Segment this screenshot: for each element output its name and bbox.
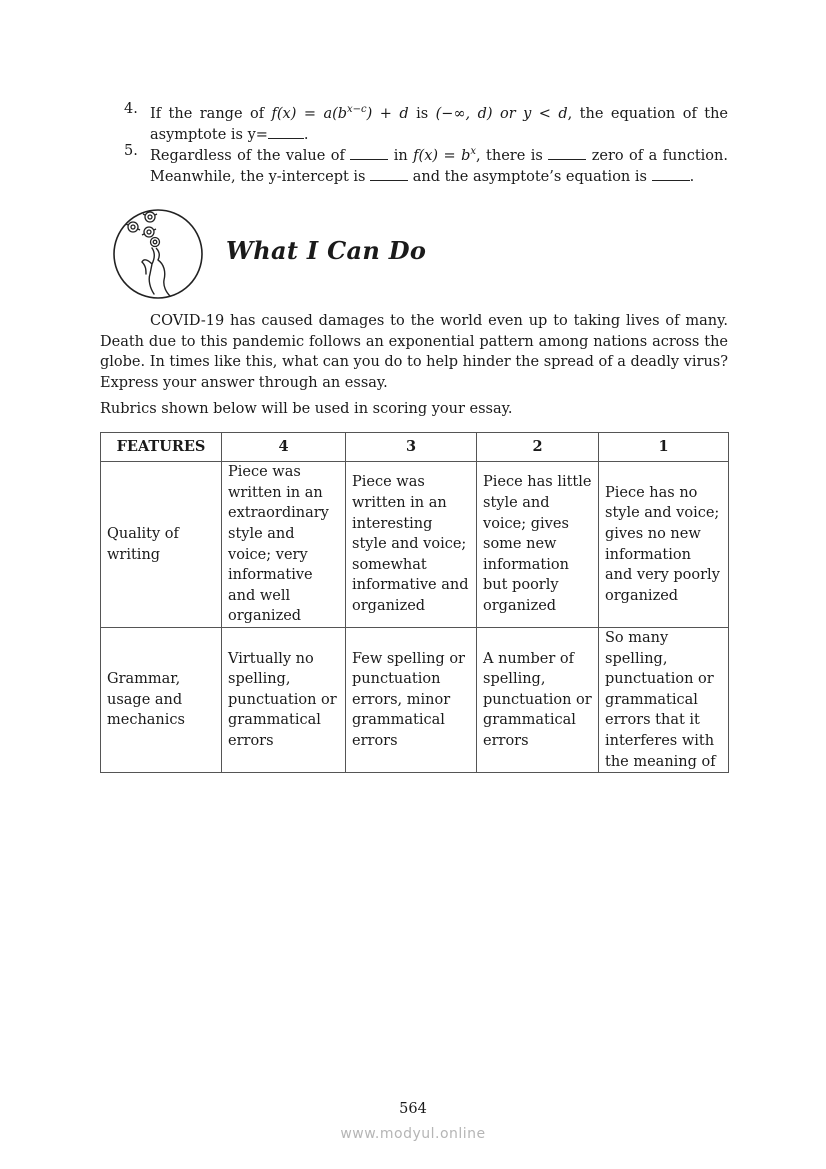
table-cell: Piece was written in an extraordinary style and voice; very informative and well organized [222, 462, 346, 628]
question-number: 5. [124, 143, 138, 159]
section-title: What I Can Do [226, 236, 427, 265]
answer-blank [652, 168, 690, 181]
essay-prompt: COVID-19 has caused damages to the world even up to taking lives of many. Death due to this pandemic follows an exponential pattern among nations across the globe. In times like this, what can you do to help hinder the spread of a deadly virus? Express your answer through an essay. [100, 313, 728, 391]
column-header: 1 [599, 433, 729, 462]
feature-cell: Grammar, usage and mechanics [101, 628, 222, 773]
table-row [101, 628, 729, 773]
table-row [101, 462, 729, 628]
watermark: www.modyul.online [340, 1126, 486, 1142]
table-cell: Virtually no spelling, punctuation or grammatical errors [222, 628, 346, 773]
feature-cell: Quality of writing [101, 462, 222, 628]
function-expression: $f(x) = a(b^{x-c}) + d$ [271, 104, 409, 122]
function-expression: $f(x) = b^x$ [413, 146, 476, 164]
hand-holding-virus-icon [112, 208, 204, 300]
column-header: 3 [346, 433, 477, 462]
table-cell: Piece was written in an interesting style and voice; somewhat informative and organized [346, 462, 477, 628]
question-5 [124, 141, 728, 188]
range-expression: (−∞, d) or y < d [435, 105, 568, 122]
answer-blank [268, 126, 304, 139]
column-header: 2 [477, 433, 599, 462]
table-cell: A number of spelling, punctuation or grammatical errors [477, 628, 599, 773]
answer-blank [548, 147, 586, 160]
table-cell: So many spelling, punctuation or grammatical errors that it interferes with the meaning of [599, 628, 729, 773]
question-number: 4. [124, 101, 138, 117]
column-header: 4 [222, 433, 346, 462]
table-cell: Piece has no style and voice; gives no new information and very poorly organized [599, 462, 729, 628]
table-cell: Piece has little style and voice; gives some new information but poorly organized [477, 462, 599, 628]
question-text: If the range of $f(x) = a(b^{x-c}) + d$ is (−∞, d) or y < d, the equation of the asymptote is y= . [150, 104, 729, 143]
page-number: 564 [399, 1101, 427, 1117]
table-cell: Few spelling or punctuation errors, minor grammatical errors [346, 628, 477, 773]
answer-blank [350, 147, 388, 160]
table-header-row [101, 433, 729, 462]
question-text: Regardless of the value of in $f(x) = b^x$, there is zero of a function. Meanwhile, the y-intercept is and the asymptote’s equation is . [150, 146, 728, 185]
answer-blank [370, 168, 408, 181]
rubric-table [100, 432, 729, 773]
rubric-intro: Rubrics shown below will be used in scoring your essay. [100, 401, 513, 417]
column-header: FEATURES [101, 433, 222, 462]
question-4 [124, 99, 728, 146]
